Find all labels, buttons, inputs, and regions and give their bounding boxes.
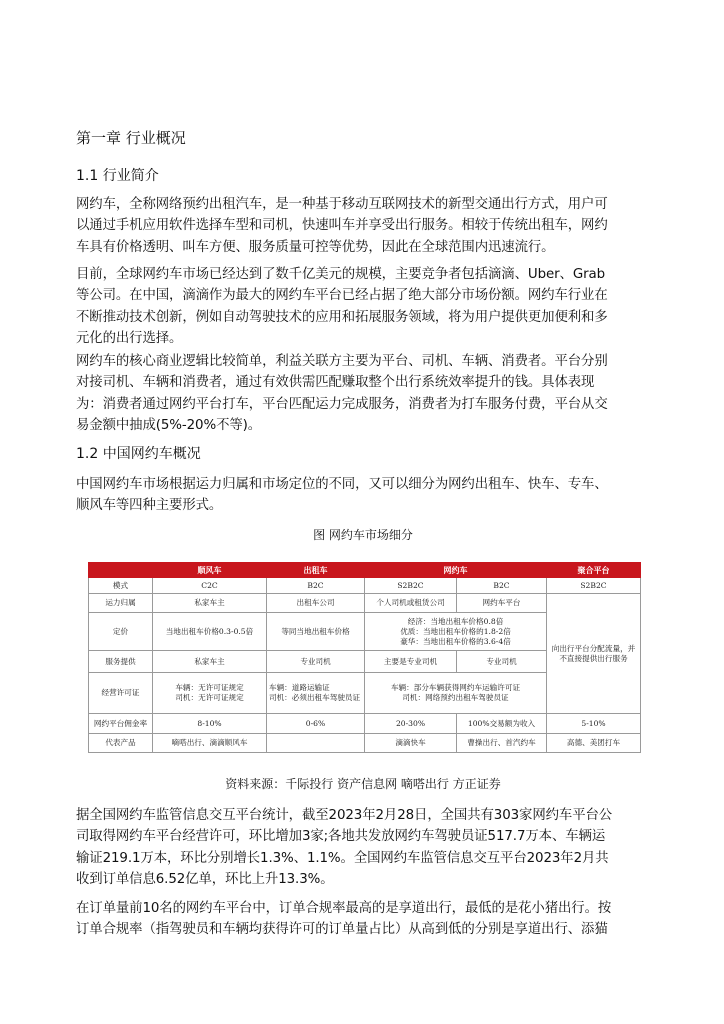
- license-line: 司机：必须出租车驾驶员证: [269, 693, 361, 702]
- text-line: 收到订单信息6.52亿单，环比上升13.3%。: [76, 872, 334, 888]
- table-cell: 私家车主: [153, 651, 267, 673]
- row-label-commission: 网约平台佣金率: [89, 714, 153, 734]
- license-line: 车辆：部分车辆获得网约车运输许可证: [390, 683, 521, 692]
- paragraph-china-overview: [76, 474, 650, 517]
- table-cell: 私家车主: [153, 594, 267, 613]
- text-line: 司取得网约车平台经营许可，环比增加3家;各地共发放网约车驾驶员证517.7万本、车辆运: [76, 829, 606, 845]
- text-line: 网约车，全称网络预约出租汽车，是一种基于移动互联网技术的新型交通出行方式，用户可: [76, 197, 608, 212]
- paragraph-order-compliance: [76, 898, 650, 941]
- table-cell: C2C: [153, 578, 267, 594]
- section-1-2-title: 1.2 中国网约车概况: [76, 446, 201, 462]
- table-cell: 当地出租车价格0.3-0.5倍: [153, 613, 267, 651]
- paragraph-market: [76, 264, 650, 350]
- paragraph-intro: [76, 194, 650, 258]
- table-cell: 滴滴快车: [365, 734, 457, 753]
- table-cell: 5-10%: [547, 714, 641, 734]
- table-cell: 专业司机: [457, 651, 547, 673]
- table-cell: 嘀嗒出行、滴滴顺风车: [153, 734, 267, 753]
- table-cell: [267, 673, 365, 714]
- text-line: 订单合规率（指驾驶员和车辆均获得许可的订单量占比）从高到低的分别是享道出行、添猫: [76, 922, 608, 938]
- text-line: 目前，全球网约车市场已经达到了数千亿美元的规模，主要竞争者包括滴滴、Uber、Grab: [76, 267, 606, 282]
- table-cell: 8-10%: [153, 714, 267, 734]
- table-cell: 20-30%: [365, 714, 457, 734]
- header-aggregator: 聚合平台: [547, 563, 641, 578]
- row-label-products: 代表产品: [89, 734, 153, 753]
- paragraph-business-logic: [76, 351, 650, 437]
- table-cell: 100%交易额为收入: [457, 714, 547, 734]
- text-line: 为：消费者通过网约平台打车，平台匹配运力完成服务，消费者为打车服务付费，平台从交: [76, 396, 608, 412]
- text-line: 据全国网约车监管信息交互平台统计，截至2023年2月28日，全国共有303家网约车平台公: [76, 808, 613, 823]
- license-line: 司机：网络预约出租车驾驶员证: [402, 693, 509, 702]
- text-line: 以通过手机应用软件选择车型和司机，快速叫车并享受出行服务。相较于传统出租车，网约: [76, 218, 608, 234]
- text-line: 顺风车等四种主要形式。: [76, 498, 223, 514]
- license-line: 车辆：道路运输证: [269, 683, 330, 692]
- aggregator-description-cell: 向出行平台分配流量，并不直接提供出行服务: [547, 594, 641, 714]
- table-cell: 0-6%: [267, 714, 365, 734]
- text-line: 车具有价格透明、叫车方便、服务质量可控等优势，因此在全球范围内迅速流行。: [76, 239, 555, 255]
- table-cell: 曹操出行、首汽约车: [457, 734, 547, 753]
- row-label-pricing: 定价: [89, 613, 153, 651]
- table-cell-pricing-tiers: [365, 613, 547, 651]
- table-cell: S2B2C: [547, 578, 641, 594]
- pricing-tier: 经济：当地出租车价格0.8倍: [407, 616, 504, 626]
- table-cell: 网约车平台: [457, 594, 547, 613]
- text-line: 网约车的核心商业逻辑比较简单，利益关联方主要为平台、司机、车辆、消费者。平台分别: [76, 354, 608, 369]
- table-cell: [153, 673, 267, 714]
- table-cell: 等同当地出租车价格: [267, 613, 365, 651]
- license-line: 车辆：无许可证规定: [175, 683, 244, 692]
- section-1-1-title: 1.1 行业简介: [76, 168, 159, 184]
- table-cell: 高德、美团打车: [547, 734, 641, 753]
- text-line: 中国网约车市场根据运力归属和市场定位的不同，又可以细分为网约出租车、快车、专车、: [76, 477, 608, 492]
- license-line: 司机：无许可证规定: [175, 693, 244, 702]
- pricing-tier: 优质：当地出租车价格的1.8-2倍: [400, 626, 511, 636]
- chapter-title: 第一章 行业概况: [76, 129, 186, 147]
- row-label-service: 服务提供: [89, 651, 153, 673]
- header-taxi: 出租车: [267, 563, 365, 578]
- text-line: 输证219.1万本，环比分别增长1.3%、1.1%。全国网约车监管信息交互平台2023年2月共: [76, 850, 609, 866]
- text-line: 易金额中抽成(5%-20%不等)。: [76, 418, 262, 434]
- text-line: 元化的出行选择。: [76, 331, 183, 347]
- text-line: 在订单量前10名的网约车平台中，订单合规率最高的是享道出行，最低的是花小猪出行。按: [76, 901, 612, 916]
- figure-title: 图 网约车市场细分: [313, 528, 413, 542]
- figure-source: 资料来源：千际投行 资产信息网 嘀嗒出行 方正证券: [225, 777, 501, 791]
- market-segmentation-table: [88, 562, 641, 753]
- table-cell: B2C: [267, 578, 365, 594]
- text-line: 等公司。在中国，滴滴作为最大的网约车平台已经占据了绝大部分市场份额。网约车行业在: [76, 288, 608, 304]
- table-cell: 出租车公司: [267, 594, 365, 613]
- row-label-license: 经营许可证: [89, 673, 153, 714]
- header-blank: [89, 563, 153, 578]
- table-cell: S2B2C: [365, 578, 457, 594]
- text-line: 对接司机、车辆和消费者，通过有效供需匹配赚取整个出行系统效率提升的钱。具体表现: [76, 375, 595, 391]
- text-line: 不断推动技术创新，例如自动驾驶技术的应用和拓展服务领域，将为用户提供更加便利和多: [76, 309, 608, 325]
- table-cell: B2C: [457, 578, 547, 594]
- row-label-capacity: 运力归属: [89, 594, 153, 613]
- table-cell: 专业司机: [267, 651, 365, 673]
- table-cell: 主要是专业司机: [365, 651, 457, 673]
- row-label-mode: 模式: [89, 578, 153, 594]
- paragraph-statistics: [76, 805, 650, 891]
- table-cell: [365, 673, 547, 714]
- table-cell: [267, 734, 365, 753]
- header-carpool: 顺风车: [153, 563, 267, 578]
- table-cell: 个人司机或租赁公司: [365, 594, 457, 613]
- pricing-tier: 豪华：当地出租车价格的3.6-4倍: [400, 636, 511, 646]
- header-ride-hailing: 网约车: [365, 563, 547, 578]
